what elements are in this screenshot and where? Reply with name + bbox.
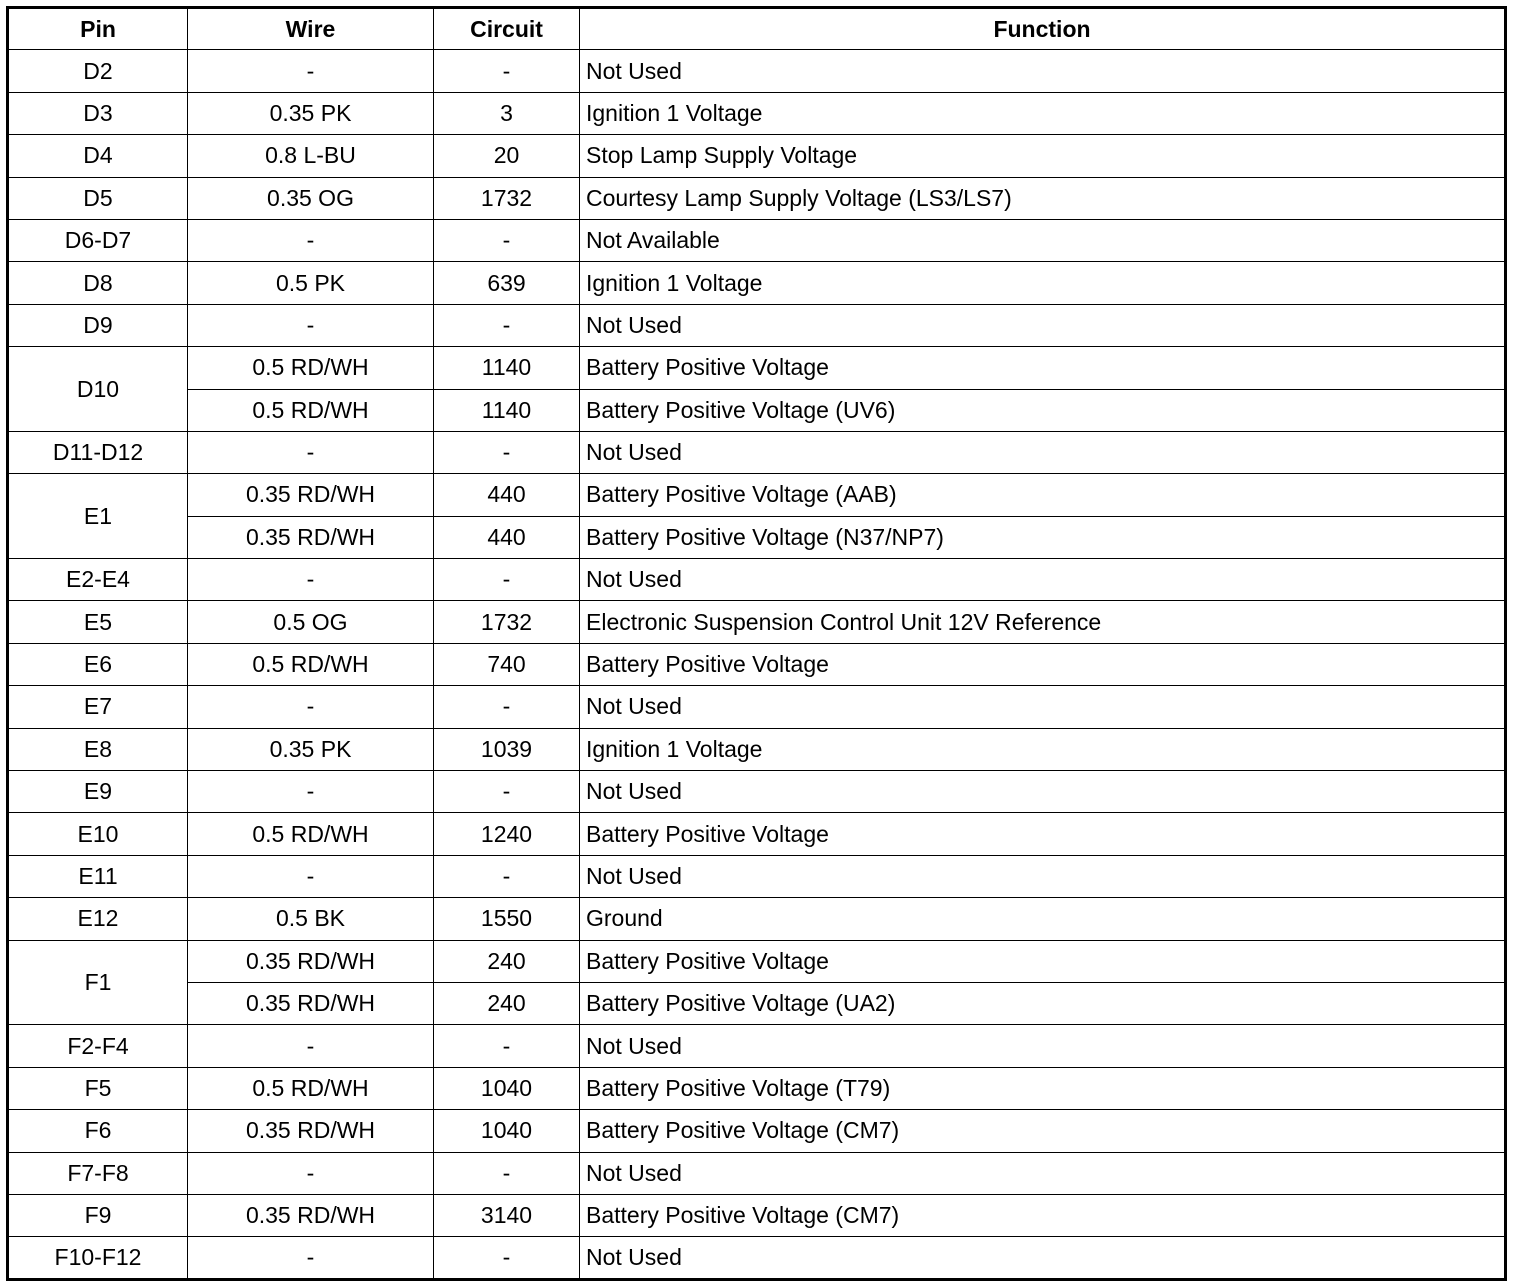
pin-cell: D3 xyxy=(8,92,188,134)
wire-cell: - xyxy=(188,219,434,261)
header-function: Function xyxy=(580,8,1506,50)
function-cell: Battery Positive Voltage (T79) xyxy=(580,1067,1506,1109)
circuit-cell: 1140 xyxy=(434,347,580,389)
wire-cell: - xyxy=(188,855,434,897)
function-cell: Battery Positive Voltage xyxy=(580,643,1506,685)
circuit-cell: 240 xyxy=(434,982,580,1024)
table-row xyxy=(8,940,1506,982)
circuit-cell: - xyxy=(434,219,580,261)
table-row xyxy=(8,1110,1506,1152)
circuit-cell: - xyxy=(434,1152,580,1194)
table-row xyxy=(8,92,1506,134)
pin-cell: D6-D7 xyxy=(8,219,188,261)
wire-cell: 0.5 RD/WH xyxy=(188,347,434,389)
function-cell: Courtesy Lamp Supply Voltage (LS3/LS7) xyxy=(580,177,1506,219)
circuit-cell: - xyxy=(434,559,580,601)
function-cell: Not Used xyxy=(580,1025,1506,1067)
circuit-cell: - xyxy=(434,855,580,897)
circuit-cell: 639 xyxy=(434,262,580,304)
function-cell: Not Used xyxy=(580,771,1506,813)
wire-cell: - xyxy=(188,1237,434,1280)
circuit-cell: - xyxy=(434,431,580,473)
table-row xyxy=(8,135,1506,177)
function-cell: Battery Positive Voltage xyxy=(580,813,1506,855)
circuit-cell: 1732 xyxy=(434,601,580,643)
wire-cell: 0.35 OG xyxy=(188,177,434,219)
pin-cell: F5 xyxy=(8,1067,188,1109)
function-cell: Battery Positive Voltage (CM7) xyxy=(580,1110,1506,1152)
connector-pinout-table xyxy=(6,6,1507,1281)
table-row xyxy=(8,855,1506,897)
pin-cell: D10 xyxy=(8,347,188,432)
table-row xyxy=(8,1067,1506,1109)
circuit-cell: 240 xyxy=(434,940,580,982)
header-pin: Pin xyxy=(8,8,188,50)
pin-cell: F10-F12 xyxy=(8,1237,188,1280)
function-cell: Not Used xyxy=(580,686,1506,728)
wire-cell: 0.5 BK xyxy=(188,898,434,940)
table-row xyxy=(8,177,1506,219)
function-cell: Battery Positive Voltage xyxy=(580,347,1506,389)
wire-cell: - xyxy=(188,559,434,601)
circuit-cell: 3140 xyxy=(434,1194,580,1236)
pin-cell: E5 xyxy=(8,601,188,643)
circuit-cell: - xyxy=(434,686,580,728)
table-row xyxy=(8,347,1506,389)
circuit-cell: 440 xyxy=(434,474,580,516)
table-row xyxy=(8,219,1506,261)
table-row xyxy=(8,813,1506,855)
wire-cell: 0.5 OG xyxy=(188,601,434,643)
table-row xyxy=(8,559,1506,601)
function-cell: Not Used xyxy=(580,431,1506,473)
function-cell: Ignition 1 Voltage xyxy=(580,728,1506,770)
function-cell: Not Used xyxy=(580,50,1506,92)
circuit-cell: 1039 xyxy=(434,728,580,770)
wire-cell: - xyxy=(188,1152,434,1194)
wire-cell: - xyxy=(188,1025,434,1067)
pin-cell: E9 xyxy=(8,771,188,813)
circuit-cell: 3 xyxy=(434,92,580,134)
pin-cell: D5 xyxy=(8,177,188,219)
wire-cell: 0.8 L-BU xyxy=(188,135,434,177)
circuit-cell: 20 xyxy=(434,135,580,177)
wire-cell: - xyxy=(188,771,434,813)
circuit-cell: 1140 xyxy=(434,389,580,431)
table-row xyxy=(8,1194,1506,1236)
function-cell: Ignition 1 Voltage xyxy=(580,262,1506,304)
circuit-cell: - xyxy=(434,50,580,92)
table-row xyxy=(8,516,1506,558)
pin-cell: E2-E4 xyxy=(8,559,188,601)
function-cell: Ignition 1 Voltage xyxy=(580,92,1506,134)
function-cell: Battery Positive Voltage (UV6) xyxy=(580,389,1506,431)
pin-cell: F2-F4 xyxy=(8,1025,188,1067)
connector-pinout-table-container xyxy=(6,6,1507,1281)
table-row xyxy=(8,982,1506,1024)
pin-cell: D9 xyxy=(8,304,188,346)
pin-cell: F6 xyxy=(8,1110,188,1152)
header-wire: Wire xyxy=(188,8,434,50)
table-row xyxy=(8,643,1506,685)
wire-cell: 0.35 RD/WH xyxy=(188,1194,434,1236)
wire-cell: 0.35 RD/WH xyxy=(188,1110,434,1152)
wire-cell: 0.35 PK xyxy=(188,92,434,134)
pin-cell: D4 xyxy=(8,135,188,177)
wire-cell: 0.35 RD/WH xyxy=(188,982,434,1024)
table-row xyxy=(8,389,1506,431)
function-cell: Not Used xyxy=(580,855,1506,897)
pin-cell: D8 xyxy=(8,262,188,304)
function-cell: Stop Lamp Supply Voltage xyxy=(580,135,1506,177)
table-row xyxy=(8,50,1506,92)
circuit-cell: 740 xyxy=(434,643,580,685)
pin-cell: D11-D12 xyxy=(8,431,188,473)
header-circuit: Circuit xyxy=(434,8,580,50)
function-cell: Battery Positive Voltage (N37/NP7) xyxy=(580,516,1506,558)
circuit-cell: 440 xyxy=(434,516,580,558)
circuit-cell: 1732 xyxy=(434,177,580,219)
table-row xyxy=(8,1025,1506,1067)
table-row xyxy=(8,304,1506,346)
table-row xyxy=(8,431,1506,473)
pin-cell: F1 xyxy=(8,940,188,1025)
wire-cell: 0.5 RD/WH xyxy=(188,643,434,685)
circuit-cell: 1240 xyxy=(434,813,580,855)
pin-cell: E12 xyxy=(8,898,188,940)
function-cell: Not Used xyxy=(580,1237,1506,1280)
header-row xyxy=(8,8,1506,50)
pin-cell: E11 xyxy=(8,855,188,897)
pin-cell: E1 xyxy=(8,474,188,559)
function-cell: Electronic Suspension Control Unit 12V Reference xyxy=(580,601,1506,643)
function-cell: Ground xyxy=(580,898,1506,940)
circuit-cell: 1550 xyxy=(434,898,580,940)
table-row xyxy=(8,728,1506,770)
wire-cell: 0.5 RD/WH xyxy=(188,389,434,431)
circuit-cell: - xyxy=(434,1025,580,1067)
table-body xyxy=(8,50,1506,1280)
function-cell: Not Available xyxy=(580,219,1506,261)
table-row xyxy=(8,1237,1506,1280)
table-row xyxy=(8,898,1506,940)
wire-cell: 0.5 PK xyxy=(188,262,434,304)
pin-cell: E6 xyxy=(8,643,188,685)
function-cell: Battery Positive Voltage xyxy=(580,940,1506,982)
table-row xyxy=(8,601,1506,643)
pin-cell: F7-F8 xyxy=(8,1152,188,1194)
function-cell: Battery Positive Voltage (AAB) xyxy=(580,474,1506,516)
table-row xyxy=(8,686,1506,728)
pin-cell: F9 xyxy=(8,1194,188,1236)
wire-cell: - xyxy=(188,431,434,473)
function-cell: Battery Positive Voltage (UA2) xyxy=(580,982,1506,1024)
wire-cell: - xyxy=(188,50,434,92)
wire-cell: 0.35 PK xyxy=(188,728,434,770)
wire-cell: 0.5 RD/WH xyxy=(188,813,434,855)
table-row xyxy=(8,1152,1506,1194)
table-row xyxy=(8,262,1506,304)
function-cell: Battery Positive Voltage (CM7) xyxy=(580,1194,1506,1236)
pin-cell: E10 xyxy=(8,813,188,855)
circuit-cell: 1040 xyxy=(434,1110,580,1152)
pin-cell: E8 xyxy=(8,728,188,770)
function-cell: Not Used xyxy=(580,304,1506,346)
wire-cell: - xyxy=(188,304,434,346)
function-cell: Not Used xyxy=(580,1152,1506,1194)
function-cell: Not Used xyxy=(580,559,1506,601)
table-row xyxy=(8,474,1506,516)
wire-cell: 0.35 RD/WH xyxy=(188,474,434,516)
circuit-cell: - xyxy=(434,304,580,346)
circuit-cell: 1040 xyxy=(434,1067,580,1109)
pin-cell: D2 xyxy=(8,50,188,92)
wire-cell: 0.35 RD/WH xyxy=(188,940,434,982)
wire-cell: - xyxy=(188,686,434,728)
table-row xyxy=(8,771,1506,813)
wire-cell: 0.35 RD/WH xyxy=(188,516,434,558)
circuit-cell: - xyxy=(434,771,580,813)
pin-cell: E7 xyxy=(8,686,188,728)
wire-cell: 0.5 RD/WH xyxy=(188,1067,434,1109)
circuit-cell: - xyxy=(434,1237,580,1280)
